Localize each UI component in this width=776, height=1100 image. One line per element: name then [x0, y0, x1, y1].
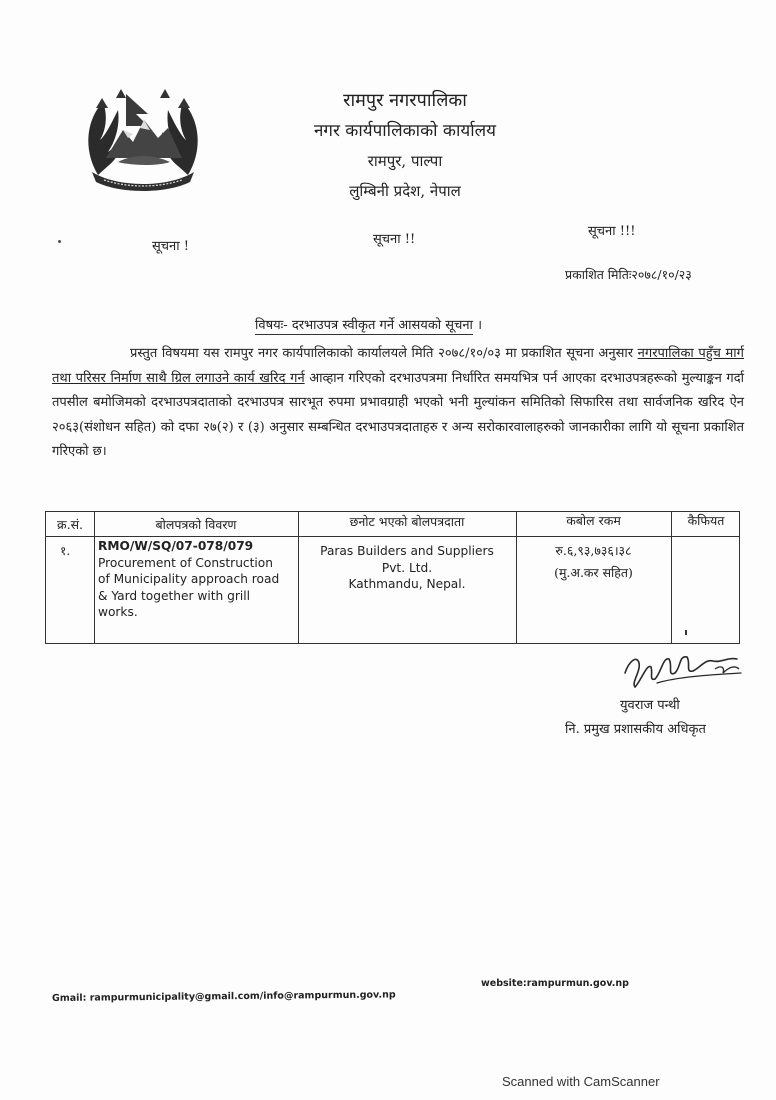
scan-speck [58, 240, 61, 243]
scan-mark [685, 630, 687, 635]
body-paragraph [52, 342, 744, 465]
table-col-divider [671, 512, 672, 643]
row-sn: १. [60, 544, 71, 558]
body-part-1: प्रस्तुत विषयमा यस रामपुर नगर कार्यपालिकाको कार्यालयले मिति २०७८/१०/०३ मा प्रकाशित सूचना अनुसार [130, 346, 638, 361]
row-desc-line: of Municipality approach road [98, 572, 280, 586]
camscanner-watermark: Scanned with CamScanner [502, 1074, 660, 1089]
footer-email: Gmail: rampurmunicipality@gmail.com/info@rampurmun.gov.np [51, 989, 396, 1004]
published-date: प्रकाशित मितिः२०७८/१०/२३ [565, 267, 692, 282]
municipality-name: रामपुर नगरपालिका [343, 90, 467, 111]
body-part-2: आव्हान गरिएको दरभाउपत्रमा निर्धारित समयभित्र पर्न आएका दरभाउपत्रहरूको मुल्याङ्कन गर्दा तपसील बमोजिमको दरभाउपत्रदाताको दरभाउपत्र सारभूत रुपमा प्रभावग्राही भएको भनी मुल्यांकन समितिको सिफारिस तथा सार्वजनिक खरिद ऐन २०६३(संशोधन सहित) को दफा २७(२) र (३) अनुसार सम्बन्धित दरभाउपत्रदाताहरु र अन्य सरोकारवालाहरुको जानकारीका लागि यो सूचना प्रकाशित गरिएको छ। [52, 370, 744, 459]
row-amount-value: रु.६,९३,७३६।३८ [555, 543, 632, 558]
subject-text: दरभाउपत्र स्वीकृत गर्ने आसयको सूचना [291, 318, 473, 333]
footer-website: website:rampurmun.gov.np [481, 978, 629, 989]
bid-table [45, 511, 740, 644]
row-bidder-line: Pvt. Ltd. [381, 560, 433, 575]
nepal-government-emblem-icon [78, 80, 208, 200]
row-description [98, 538, 298, 621]
notice-label-1: सूचना ! [152, 239, 189, 254]
table-header-bidder: छनोट भएको बोलपत्रदाता [349, 514, 465, 529]
table-header-divider [46, 536, 739, 537]
row-bidder [298, 543, 516, 593]
notice-label-3: सूचना !!! [588, 224, 636, 239]
row-reference: RMO/W/SQ/07-078/079 [98, 539, 254, 553]
table-header-remarks: कैफियत [687, 513, 725, 528]
office-province: लुम्बिनी प्रदेश, नेपाल [349, 182, 461, 200]
table-header-amount: कबोल रकम [566, 513, 621, 528]
row-desc-line: works. [98, 605, 138, 619]
row-amount [516, 540, 671, 584]
table-header-description: बोलपत्रको विवरण [155, 517, 237, 532]
row-bidder-line: Paras Builders and Suppliers [320, 544, 494, 558]
notice-label-2: सूचना !! [373, 232, 416, 247]
signatory-title: नि. प्रमुख प्रशासकीय अधिकृत [565, 722, 706, 737]
row-desc-line: & Yard together with grill [98, 588, 251, 603]
row-desc-line: Procurement of Construction [98, 555, 273, 570]
handwritten-signature [617, 643, 757, 693]
body-underlined: नगरपालिका पहुँच मार्ग तथा परिसर निर्माण साथै ग्रिल लगाउने कार्य खरिद गर्न [52, 346, 744, 386]
table-header-sn: क्र.सं. [57, 517, 83, 532]
subject-end: । [472, 318, 482, 333]
subject-label: विषयः- [255, 318, 288, 333]
row-bidder-line: Kathmandu, Nepal. [348, 577, 466, 591]
office-location: रामपुर, पाल्पा [367, 152, 443, 170]
subject-line [255, 315, 482, 333]
row-amount-note: (मु.अ.कर सहित) [554, 565, 633, 580]
office-name: नगर कार्यपालिकाको कार्यालय [313, 121, 497, 141]
signatory-name: युवराज पन्थी [620, 698, 680, 713]
office-header [260, 86, 550, 206]
